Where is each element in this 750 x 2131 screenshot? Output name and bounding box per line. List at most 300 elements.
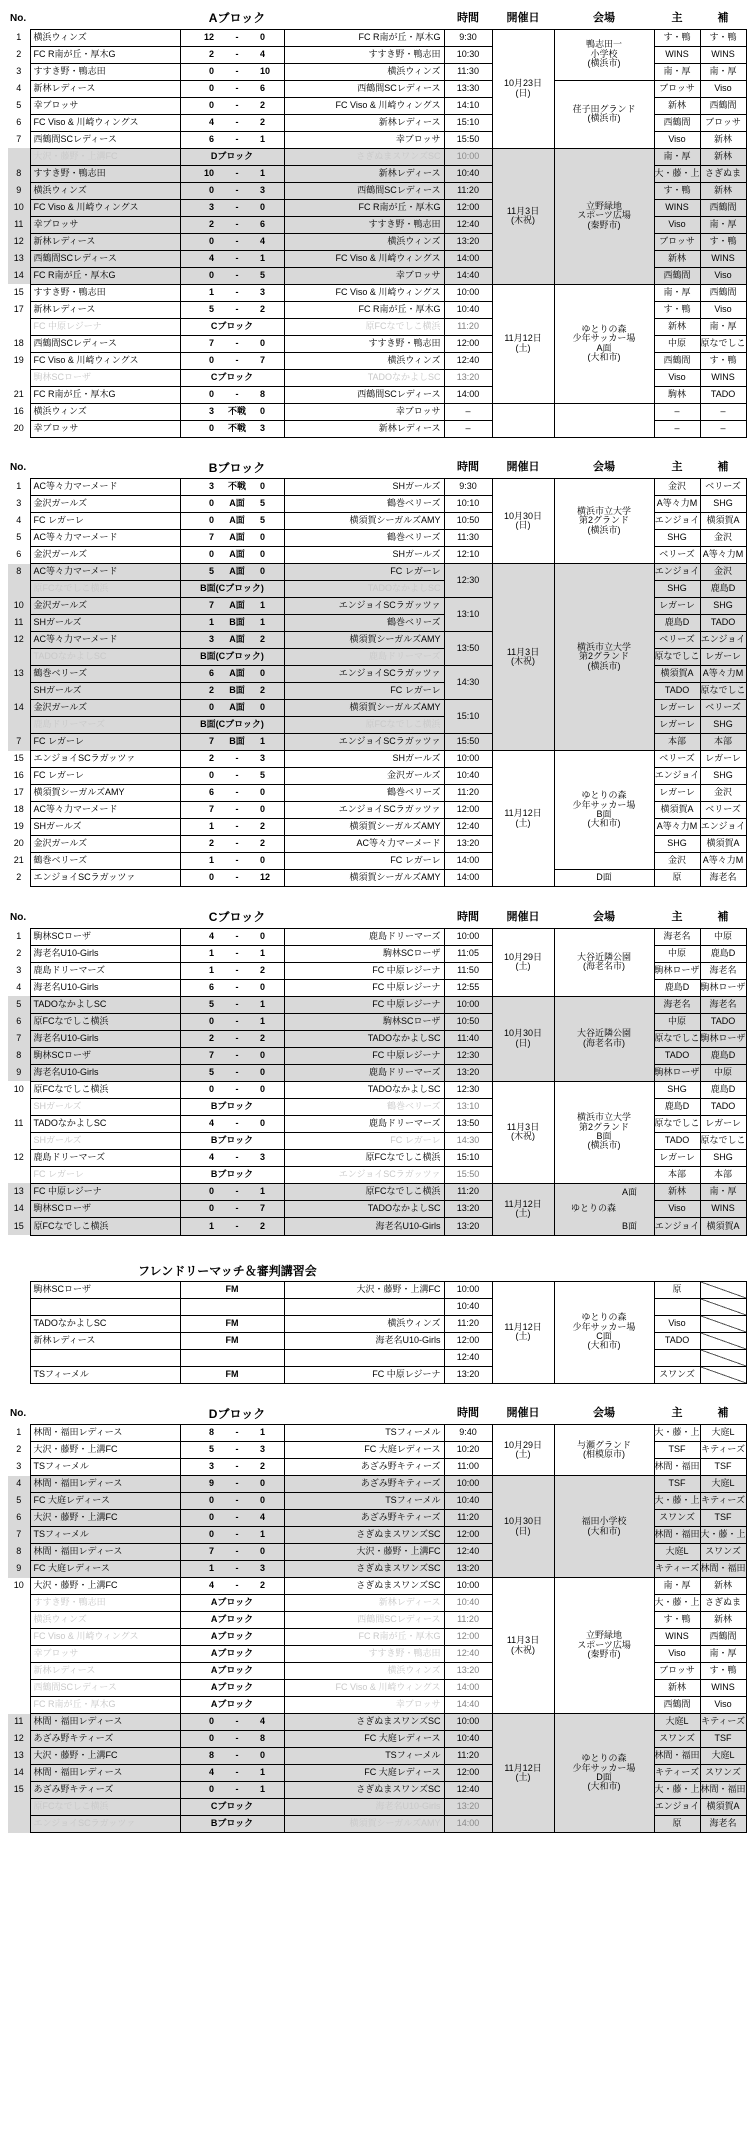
- home-score: 1: [180, 1561, 220, 1578]
- match-number: [8, 683, 30, 700]
- home-team: 横須賀シーガルズAMY: [30, 785, 180, 802]
- friendly-time: 10:00: [444, 1281, 492, 1298]
- match-note: Cブロック: [180, 1799, 284, 1816]
- away-team: さぎぬまスワンズSC: [284, 148, 444, 165]
- referee-main: Viso: [654, 1200, 700, 1217]
- match-number: 17: [8, 785, 30, 802]
- match-time: 10:00: [444, 928, 492, 945]
- match-number: 2: [8, 870, 30, 887]
- referee-main: ブロッサ: [654, 1663, 700, 1680]
- match-number: [8, 1697, 30, 1714]
- away-score: 0: [254, 1081, 284, 1098]
- match-number: [8, 1799, 30, 1816]
- score-separator: -: [220, 1047, 254, 1064]
- referee-sub: レガーレ: [700, 751, 746, 768]
- match-number: [8, 318, 30, 335]
- match-time: 10:50: [444, 1013, 492, 1030]
- away-team: 金沢ガールズ: [284, 768, 444, 785]
- friendly-number: [8, 1349, 30, 1366]
- referee-sub: 横須賀A: [700, 836, 746, 853]
- referee-main: 西鶴間: [654, 1697, 700, 1714]
- away-team: あざみ野キティーズ: [284, 1476, 444, 1493]
- home-team: すすき野・鴨志田: [30, 1595, 180, 1612]
- score-separator: B面: [220, 615, 254, 632]
- home-score: 3: [180, 632, 220, 649]
- referee-sub: 新林: [700, 1578, 746, 1595]
- friendly-away-team: 横浜ウィンズ: [284, 1315, 444, 1332]
- away-team: 大沢・藤野・上溝FC: [284, 1544, 444, 1561]
- away-team: TSフィーメル: [284, 1425, 444, 1442]
- event-date: 10月30日 (日): [492, 996, 554, 1081]
- match-number: 11: [8, 216, 30, 233]
- home-team: 金沢ガールズ: [30, 700, 180, 717]
- referee-main: エンジョイ: [654, 1218, 700, 1235]
- friendly-home-team: 新林レディース: [30, 1332, 180, 1349]
- home-team: FC レガーレ: [30, 768, 180, 785]
- col-header-ref-sub: 補: [717, 461, 729, 474]
- match-note: B面(Cブロック): [180, 649, 284, 666]
- score-separator: -: [220, 996, 254, 1013]
- match-number: [8, 717, 30, 734]
- match-time: 12:40: [444, 819, 492, 836]
- away-team: 横浜ウィンズ: [284, 1663, 444, 1680]
- home-team: 金沢ガールズ: [30, 547, 180, 564]
- match-number: 13: [8, 1748, 30, 1765]
- match-note: Aブロック: [180, 1612, 284, 1629]
- referee-sub: 新林: [700, 148, 746, 165]
- referee-sub: 横須賀A: [700, 1218, 746, 1235]
- match-time: 10:20: [444, 1442, 492, 1459]
- event-date: 10月30日 (日): [492, 479, 554, 564]
- referee-sub: スワンズ: [700, 1544, 746, 1561]
- away-score: 0: [254, 547, 284, 564]
- away-score: 0: [254, 479, 284, 496]
- away-score: 5: [254, 513, 284, 530]
- home-team: FC 中原レジーナ: [30, 1183, 180, 1200]
- block-title: Aブロック: [208, 11, 266, 26]
- referee-sub: 横須賀A: [700, 513, 746, 530]
- home-team: AC等々力マーメード: [30, 802, 180, 819]
- referee-main: TADO: [654, 1047, 700, 1064]
- home-score: 4: [180, 928, 220, 945]
- home-team: 横浜ウィンズ: [30, 1612, 180, 1629]
- home-team: 海老名U10-Girls: [30, 945, 180, 962]
- match-time: 12:00: [444, 199, 492, 216]
- referee-main: 原なでしこ: [654, 649, 700, 666]
- col-header-ref-sub: 補: [717, 910, 729, 923]
- event-date: 11月3日 (木祝): [492, 1081, 554, 1183]
- home-team: FC Viso & 川崎ウィングス: [30, 1629, 180, 1646]
- away-score: 0: [254, 1544, 284, 1561]
- home-score: 0: [180, 1081, 220, 1098]
- referee-sub: 西鶴間: [700, 199, 746, 216]
- away-score: 0: [254, 1493, 284, 1510]
- away-score: 4: [254, 46, 284, 63]
- referee-main: TADO: [654, 1132, 700, 1149]
- away-team: SHガールズ: [284, 479, 444, 496]
- away-team: SHガールズ: [284, 547, 444, 564]
- score-separator: -: [220, 836, 254, 853]
- score-separator: -: [220, 768, 254, 785]
- match-number: [8, 1132, 30, 1149]
- away-score: 3: [254, 751, 284, 768]
- referee-main: 原なでしこ: [654, 1115, 700, 1132]
- match-time: 15:10: [444, 114, 492, 131]
- away-score: 2: [254, 1218, 284, 1235]
- referee-main: 鹿島D: [654, 615, 700, 632]
- score-separator: -: [220, 870, 254, 887]
- referee-main: す・鴨: [654, 1612, 700, 1629]
- score-separator: A面: [220, 513, 254, 530]
- match-number: [8, 148, 30, 165]
- away-score: 0: [254, 853, 284, 870]
- home-team: あざみ野キティーズ: [30, 1731, 180, 1748]
- home-team: 西鶴間SCレディース: [30, 131, 180, 148]
- away-score: 1: [254, 734, 284, 751]
- match-time: 12:00: [444, 1765, 492, 1782]
- friendly-referee: TADO: [654, 1332, 700, 1349]
- away-score: 1: [254, 615, 284, 632]
- col-header-venue: 会場: [593, 11, 616, 24]
- match-time: 14:40: [444, 267, 492, 284]
- event-date: 10月29日 (土): [492, 928, 554, 996]
- match-row: [8, 284, 746, 301]
- score-separator: A面: [220, 547, 254, 564]
- home-score: 0: [180, 870, 220, 887]
- match-number: 13: [8, 1183, 30, 1200]
- match-time: 12:30: [444, 1047, 492, 1064]
- home-team: AC等々力マーメード: [30, 530, 180, 547]
- match-row: [8, 148, 746, 165]
- match-number: 5: [8, 996, 30, 1013]
- match-time: 12:40: [444, 216, 492, 233]
- score-separator: -: [220, 1425, 254, 1442]
- match-time: 10:10: [444, 496, 492, 513]
- home-team: すすき野・鴨志田: [30, 165, 180, 182]
- away-score: 0: [254, 1476, 284, 1493]
- referee-sub: 南・厚: [700, 1183, 746, 1200]
- referee-sub: エンジョイ: [700, 632, 746, 649]
- match-time: 14:00: [444, 1816, 492, 1833]
- referee-main: 西鶴間: [654, 114, 700, 131]
- event-date: 10月23日 (日): [492, 29, 554, 148]
- home-score: 5: [180, 301, 220, 318]
- match-number: 6: [8, 1510, 30, 1527]
- home-score: 0: [180, 547, 220, 564]
- home-score: 7: [180, 598, 220, 615]
- referee-main: 南・厚: [654, 1578, 700, 1595]
- away-score: 1: [254, 131, 284, 148]
- away-score: 4: [254, 233, 284, 250]
- match-row: [8, 1714, 746, 1731]
- friendly-home-team: TSフィーメル: [30, 1366, 180, 1383]
- friendly-referee: 原: [654, 1281, 700, 1298]
- away-score: 1: [254, 1425, 284, 1442]
- friendly-number: [8, 1366, 30, 1383]
- friendly-referee: [654, 1298, 700, 1315]
- match-number: 5: [8, 1493, 30, 1510]
- away-team: さぎぬまスワンズSC: [284, 1561, 444, 1578]
- referee-sub: TADO: [700, 1013, 746, 1030]
- score-separator: -: [220, 1030, 254, 1047]
- friendly-number: [8, 1298, 30, 1315]
- event-date: [492, 403, 554, 437]
- away-score: 2: [254, 1459, 284, 1476]
- home-score: 4: [180, 1149, 220, 1166]
- home-team: FC 中原レジーナ: [30, 318, 180, 335]
- friendly-time: 12:00: [444, 1332, 492, 1349]
- venue: ゆとりの森 少年サッカー場 B面 (大和市): [554, 751, 654, 870]
- match-time: 11:50: [444, 962, 492, 979]
- match-number: 4: [8, 1476, 30, 1493]
- score-separator: -: [220, 301, 254, 318]
- match-time: 14:30: [444, 666, 492, 700]
- match-note: Aブロック: [180, 1646, 284, 1663]
- home-team: FC レガーレ: [30, 734, 180, 751]
- referee-main: 西鶴間: [654, 352, 700, 369]
- match-time: 10:00: [444, 1714, 492, 1731]
- home-score: 7: [180, 335, 220, 352]
- referee-main: 鹿島D: [654, 979, 700, 996]
- block-table: [8, 10, 747, 438]
- referee-main: す・鴨: [654, 29, 700, 46]
- home-team: 幸ブロッサ: [30, 216, 180, 233]
- away-score: 6: [254, 80, 284, 97]
- block-header-row: [8, 909, 746, 928]
- match-number: 9: [8, 182, 30, 199]
- home-team: すすき野・鴨志田: [30, 284, 180, 301]
- match-number: 5: [8, 530, 30, 547]
- home-score: 0: [180, 63, 220, 80]
- home-score: 0: [180, 386, 220, 403]
- match-note: Aブロック: [180, 1595, 284, 1612]
- match-row: [8, 751, 746, 768]
- home-team: FC Viso & 川崎ウィングス: [30, 352, 180, 369]
- home-team: 大沢・藤野・上溝FC: [30, 1442, 180, 1459]
- match-time: 15:10: [444, 700, 492, 734]
- referee-main: エンジョイ: [654, 513, 700, 530]
- friendly-row: [8, 1281, 746, 1298]
- score-separator: -: [220, 1081, 254, 1098]
- match-row: [8, 1425, 746, 1442]
- score-separator: -: [220, 1013, 254, 1030]
- event-date: 11月12日 (土): [492, 1183, 554, 1235]
- match-number: 2: [8, 46, 30, 63]
- match-time: 15:10: [444, 1149, 492, 1166]
- away-team: エンジョイSCラガッツァ: [284, 1166, 444, 1183]
- referee-main: 大庭L: [654, 1714, 700, 1731]
- match-number: 3: [8, 962, 30, 979]
- score-separator: -: [220, 199, 254, 216]
- referee-sub: レガーレ: [700, 1115, 746, 1132]
- home-score: 5: [180, 1442, 220, 1459]
- referee-sub: 鹿島D: [700, 945, 746, 962]
- home-score: 2: [180, 751, 220, 768]
- away-score: 3: [254, 1442, 284, 1459]
- referee-sub: Viso: [700, 267, 746, 284]
- referee-sub: SHG: [700, 598, 746, 615]
- referee-sub: A等々力M: [700, 547, 746, 564]
- away-team: TSフィーメル: [284, 1493, 444, 1510]
- friendly-blank-cell: [700, 1349, 746, 1366]
- home-team: 駒林SCローザ: [30, 928, 180, 945]
- score-separator: -: [220, 1149, 254, 1166]
- match-time: 13:50: [444, 1115, 492, 1132]
- referee-sub: 南・厚: [700, 318, 746, 335]
- match-time: 13:20: [444, 1663, 492, 1680]
- away-score: 3: [254, 182, 284, 199]
- away-score: 6: [254, 216, 284, 233]
- block-table: [8, 460, 747, 888]
- match-number: 6: [8, 1013, 30, 1030]
- venue: 立野緑地 スポーツ広場 (秦野市): [554, 1578, 654, 1714]
- away-team: あざみ野キティーズ: [284, 1459, 444, 1476]
- match-note: Bブロック: [180, 1098, 284, 1115]
- match-number: 14: [8, 1765, 30, 1782]
- away-score: 2: [254, 301, 284, 318]
- match-note: Bブロック: [180, 1132, 284, 1149]
- home-score: 0: [180, 1782, 220, 1799]
- home-team: 金沢ガールズ: [30, 598, 180, 615]
- block-title: Cブロック: [208, 910, 266, 925]
- away-score: 1: [254, 945, 284, 962]
- match-number: [8, 1612, 30, 1629]
- referee-main: 新林: [654, 1183, 700, 1200]
- match-number: 6: [8, 547, 30, 564]
- score-separator: -: [220, 29, 254, 46]
- friendly-match-title: フレンドリーマッチ＆審判講習会: [138, 1263, 317, 1278]
- referee-sub: 林間・福田: [700, 1782, 746, 1799]
- home-team: 林間・福田レディース: [30, 1544, 180, 1561]
- away-score: 0: [254, 700, 284, 717]
- score-separator: -: [220, 352, 254, 369]
- friendly-referee: Viso: [654, 1315, 700, 1332]
- away-team: TADOなかよしSC: [284, 581, 444, 598]
- match-number: 18: [8, 802, 30, 819]
- away-team: FC Viso & 川崎ウィングス: [284, 250, 444, 267]
- away-team: 鶴巻ベリーズ: [284, 785, 444, 802]
- referee-sub: A等々力M: [700, 666, 746, 683]
- friendly-number: [8, 1281, 30, 1298]
- referee-sub: 原なでしこ: [700, 335, 746, 352]
- referee-main: エンジョイ: [654, 768, 700, 785]
- match-note: Bブロック: [180, 1816, 284, 1833]
- referee-main: レガーレ: [654, 717, 700, 734]
- referee-sub: 新林: [700, 1612, 746, 1629]
- away-team: 西鶴間SCレディース: [284, 80, 444, 97]
- home-score: 6: [180, 666, 220, 683]
- match-number: 3: [8, 63, 30, 80]
- home-score: 2: [180, 683, 220, 700]
- referee-sub: 鹿島D: [700, 1081, 746, 1098]
- score-separator: -: [220, 1748, 254, 1765]
- referee-main: 大庭L: [654, 1544, 700, 1561]
- away-team: TADOなかよしSC: [284, 1200, 444, 1217]
- home-score: 6: [180, 785, 220, 802]
- away-team: FC 大庭レディース: [284, 1442, 444, 1459]
- friendly-away-team: 海老名U10-Girls: [284, 1332, 444, 1349]
- referee-sub: 海老名: [700, 962, 746, 979]
- match-time: 15:50: [444, 131, 492, 148]
- away-team: 横須賀シーガルズAMY: [284, 1816, 444, 1833]
- referee-sub: す・鴨: [700, 1663, 746, 1680]
- home-team: FC Viso & 川崎ウィングス: [30, 114, 180, 131]
- event-date: 11月12日 (土): [492, 1714, 554, 1833]
- match-number: 3: [8, 496, 30, 513]
- home-team: FC 大庭レディース: [30, 1561, 180, 1578]
- score-separator: A面: [220, 700, 254, 717]
- match-number: 19: [8, 819, 30, 836]
- referee-main: WINS: [654, 1629, 700, 1646]
- home-team: SHガールズ: [30, 1098, 180, 1115]
- match-note: Aブロック: [180, 1663, 284, 1680]
- col-header-ref-sub: 補: [717, 11, 729, 24]
- referee-sub: ベリーズ: [700, 479, 746, 496]
- friendly-type: [180, 1349, 284, 1366]
- match-note: B面(Cブロック): [180, 581, 284, 598]
- match-time: 12:00: [444, 335, 492, 352]
- match-note: B面(Cブロック): [180, 717, 284, 734]
- away-score: 2: [254, 819, 284, 836]
- home-score: 2: [180, 216, 220, 233]
- away-team: 駒林SCローザ: [284, 1013, 444, 1030]
- away-score: 1: [254, 996, 284, 1013]
- match-time: 11:30: [444, 530, 492, 547]
- away-team: すすき野・鴨志田: [284, 335, 444, 352]
- referee-sub: WINS: [700, 1680, 746, 1697]
- match-number: 1: [8, 928, 30, 945]
- referee-sub: A等々力M: [700, 853, 746, 870]
- match-number: 4: [8, 979, 30, 996]
- home-score: 1: [180, 1218, 220, 1235]
- match-number: 18: [8, 335, 30, 352]
- referee-sub: キティーズ: [700, 1442, 746, 1459]
- score-separator: -: [220, 335, 254, 352]
- score-separator: -: [220, 1064, 254, 1081]
- referee-main: 横須賀A: [654, 802, 700, 819]
- home-score: 1: [180, 945, 220, 962]
- match-number: 16: [8, 768, 30, 785]
- event-date: 11月3日 (木祝): [492, 148, 554, 284]
- match-number: 8: [8, 564, 30, 581]
- home-score: 0: [180, 97, 220, 114]
- friendly-type: FM: [180, 1315, 284, 1332]
- referee-sub: 大庭L: [700, 1476, 746, 1493]
- referee-main: す・鴨: [654, 301, 700, 318]
- referee-main: 横須賀A: [654, 666, 700, 683]
- match-time: 13:20: [444, 1064, 492, 1081]
- referee-main: A等々力M: [654, 819, 700, 836]
- match-number: 1: [8, 29, 30, 46]
- away-team: 新林レディース: [284, 165, 444, 182]
- score-separator: -: [220, 1115, 254, 1132]
- referee-sub: 金沢: [700, 785, 746, 802]
- referee-sub: 新林: [700, 182, 746, 199]
- score-separator: 不戦: [220, 403, 254, 420]
- home-team: 原FCなでしこ横浜: [30, 581, 180, 598]
- away-team: FC 中原レジーナ: [284, 1047, 444, 1064]
- home-team: エンジョイSCラガッツァ: [30, 1816, 180, 1833]
- home-team: FC レガーレ: [30, 1166, 180, 1183]
- referee-sub: Viso: [700, 301, 746, 318]
- match-time: 11:20: [444, 1510, 492, 1527]
- home-team: 駒林SCローザ: [30, 1200, 180, 1217]
- match-time: 10:00: [444, 1578, 492, 1595]
- match-number: 20: [8, 836, 30, 853]
- away-score: 8: [254, 386, 284, 403]
- friendly-type: FM: [180, 1332, 284, 1349]
- event-date: 11月3日 (木祝): [492, 1578, 554, 1714]
